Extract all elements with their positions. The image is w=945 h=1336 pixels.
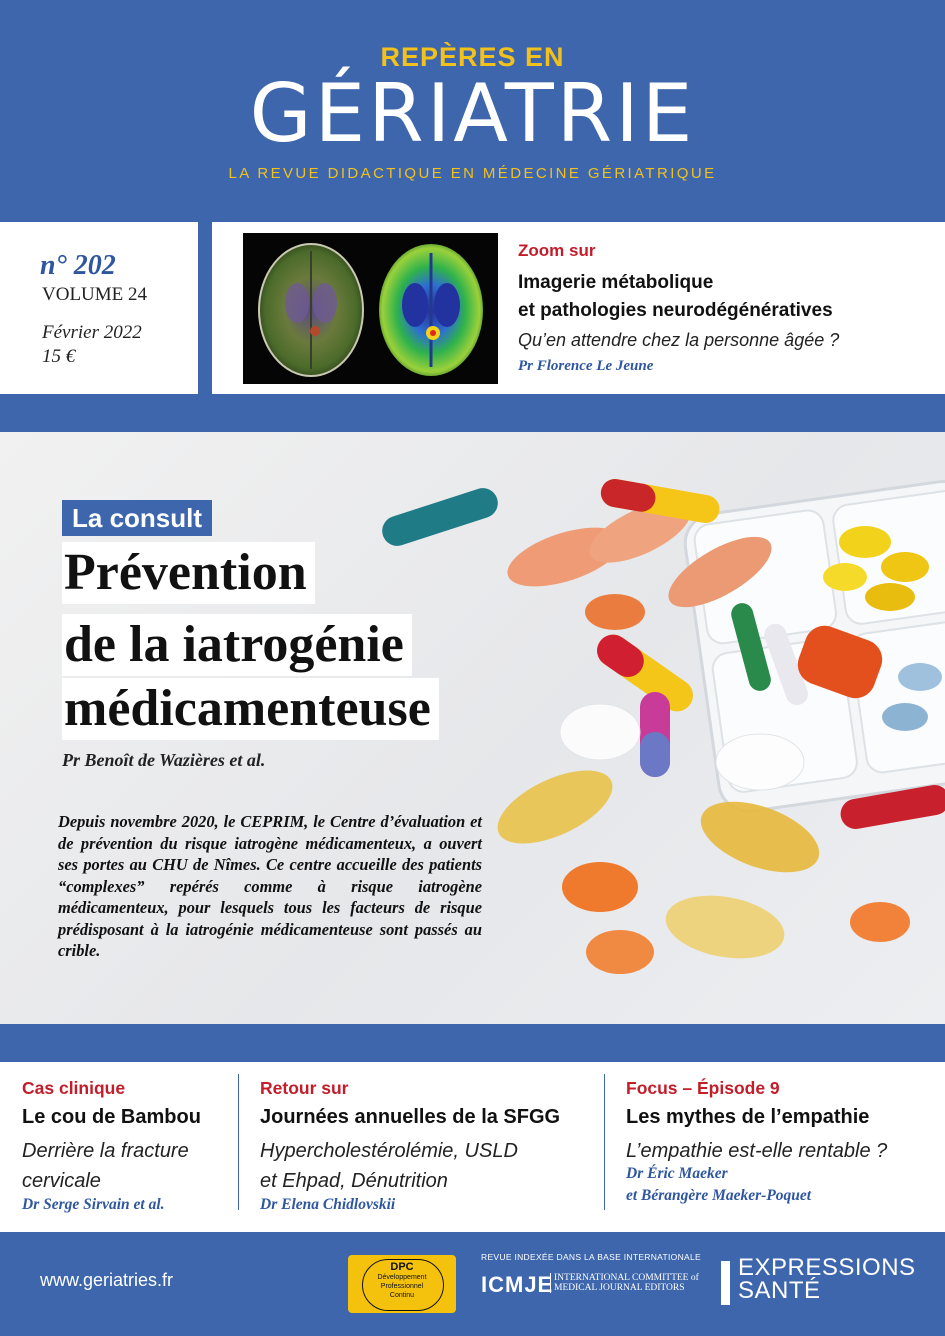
- dpc-logo: [348, 1255, 456, 1313]
- zoom-title: [518, 269, 938, 325]
- article-author: Dr Serge Sirvain et al.: [22, 1196, 165, 1213]
- article-subtitle-line-2: cervicale: [22, 1170, 101, 1192]
- icmje-note: REVUE INDEXÉE DANS LA BASE INTERNATIONALE: [481, 1252, 701, 1262]
- issue-volume: VOLUME 24: [42, 284, 148, 305]
- feature-author: Pr Benoît de Wazières et al.: [62, 750, 266, 770]
- zoom-subtitle: Qu’en attendre chez la personne âgée ?: [518, 330, 840, 350]
- zoom-title-line-1: Imagerie métabolique: [518, 272, 714, 293]
- dpc-logo-line-2: Professionnel: [380, 1283, 424, 1290]
- article-subtitle: [260, 1136, 518, 1196]
- issue-number: n° 202: [40, 250, 116, 281]
- article-cas-clinique[interactable]: [22, 1062, 232, 1232]
- column-divider: [238, 1074, 239, 1210]
- publisher-logo: [738, 1256, 916, 1302]
- article-subtitle-line-2: et Ehpad, Dénutrition: [260, 1170, 448, 1192]
- masthead-tagline: LA REVUE DIDACTIQUE EN MÉDECINE GÉRIATRIQUE: [228, 165, 717, 182]
- zoom-kicker: Zoom sur: [518, 241, 596, 260]
- zoom-title-line-2: et pathologies neurodégénératives: [518, 300, 833, 321]
- issue-date: Février 2022: [42, 322, 142, 343]
- issue-panel: [0, 222, 198, 394]
- column-divider: [604, 1074, 605, 1210]
- feature-badge: La consult: [62, 500, 212, 536]
- article-author-line-1: Dr Éric Maeker: [626, 1165, 728, 1182]
- article-focus[interactable]: [626, 1062, 936, 1232]
- article-title: Journées annuelles de la SFGG: [260, 1106, 561, 1128]
- issue-price: 15 €: [42, 346, 76, 367]
- article-author: Dr Elena Chidlovskii: [260, 1196, 396, 1213]
- publisher-line-1: EXPRESSIONS: [738, 1254, 916, 1281]
- publisher-logo-bar: [721, 1261, 730, 1305]
- publisher-line-2: SANTÉ: [738, 1277, 821, 1304]
- article-subtitle: [626, 1136, 887, 1166]
- brain-scan-graphic: [243, 233, 498, 384]
- dpc-logo-line-3: Continu: [389, 1292, 415, 1299]
- article-retour-sur[interactable]: [260, 1062, 590, 1232]
- icmje-full-line-2: MEDICAL JOURNAL EDITORS: [554, 1283, 685, 1293]
- articles-strip: [0, 1062, 945, 1232]
- dpc-logo-ring: [362, 1259, 444, 1311]
- article-subtitle-line-1: L’empathie est-elle rentable ?: [626, 1140, 888, 1162]
- article-kicker: Cas clinique: [22, 1078, 126, 1098]
- zoom-author: Pr Florence Le Jeune: [518, 358, 654, 374]
- website-link[interactable]: www.geriatries.fr: [40, 1270, 174, 1290]
- masthead-over-title: REPÈRES EN: [380, 42, 565, 72]
- icmje-full-name: [550, 1273, 704, 1293]
- zoom-panel[interactable]: [212, 222, 945, 394]
- article-subtitle-line-1: Derrière la fracture: [22, 1140, 189, 1162]
- article-kicker: Focus – Épisode 9: [626, 1078, 780, 1098]
- feature-lead: Depuis novembre 2020, le CEPRIM, le Centre d’évaluation et de prévention du risque iatrogène médicamenteux, a ouvert ses portes au CHU de Nîmes. Ce centre accueille des patients “complexes” repérés comme à risque iatrogène médicamenteux, pour lesquels tous les facteurs de risque prédisposant à la iatrogénie médicamenteuse sont passés au crible.: [58, 812, 482, 960]
- brain-scan-image: [243, 233, 498, 384]
- article-kicker: Retour sur: [260, 1078, 349, 1098]
- article-title: Le cou de Bambou: [22, 1106, 201, 1128]
- article-subtitle: [22, 1136, 189, 1196]
- feature-headline-line-3: médicamenteuse: [62, 678, 439, 740]
- icmje-logo: ICMJE: [481, 1272, 554, 1297]
- masthead: [0, 0, 945, 222]
- feature-hero[interactable]: [0, 432, 945, 1024]
- article-subtitle-line-1: Hypercholestérolémie, USLD: [260, 1140, 518, 1162]
- feature-headline-line-2: de la iatrogénie: [62, 614, 412, 676]
- masthead-title: GÉRIATRIE: [249, 67, 696, 160]
- dpc-logo-title: DPC: [390, 1261, 414, 1273]
- icmje-full-line-1: INTERNATIONAL COMMITTEE of: [554, 1273, 699, 1283]
- article-author: [626, 1163, 811, 1207]
- article-title: Les mythes de l’empathie: [626, 1106, 870, 1128]
- dpc-logo-line-1: Développement: [377, 1274, 427, 1281]
- feature-headline-line-1: Prévention: [62, 542, 315, 604]
- footer: [0, 1232, 945, 1336]
- article-author-line-2: et Bérangère Maeker-Poquet: [626, 1187, 812, 1204]
